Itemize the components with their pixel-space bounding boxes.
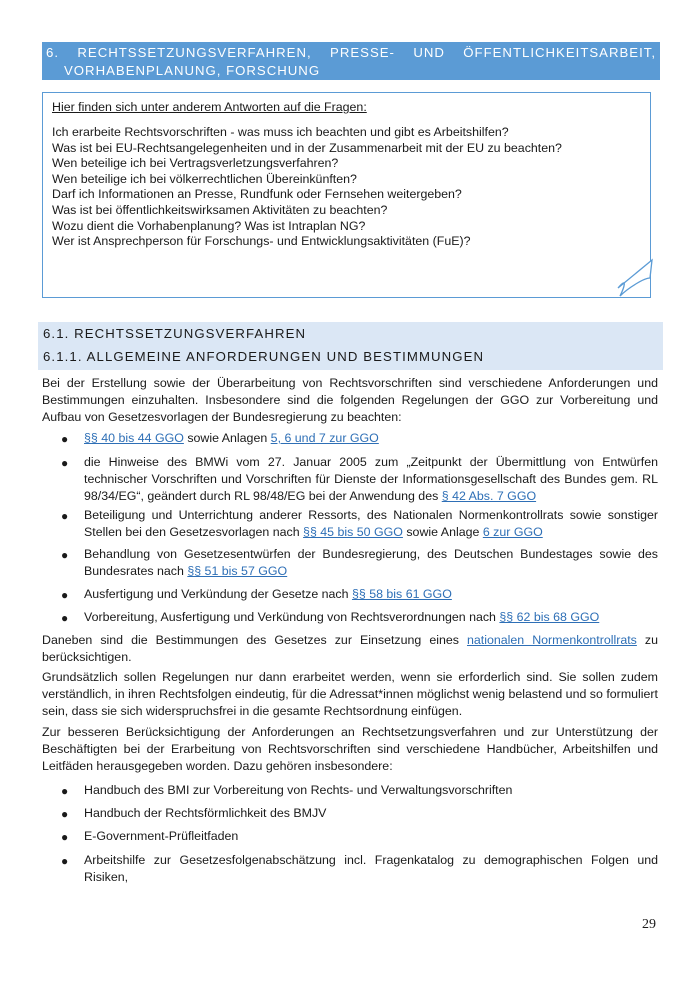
question-item: Wen beteilige ich bei Vertragsverletzungsverfahren?	[52, 156, 339, 171]
list-item: Arbeitshilfe zur Gesetzesfolgenabschätzung incl. Fragenkatalog zu demographischen Folgen und Risiken,	[84, 853, 658, 884]
list-item: Handbuch des BMI zur Vorbereitung von Rechts- und Verwaltungsvorschriften	[84, 783, 513, 797]
list-item: Vorbereitung, Ausfertigung und Verkündung von Rechtsverordnungen nach §§ 62 bis 68 GGO	[84, 610, 600, 624]
principles-paragraph: Grundsätzlich sollen Regelungen nur dann erarbeitet werden, wenn sie erforderlich sind. Sie sollen zudem verständlich, in ihren Rechtsfolgen eindeutig, für die Adressat*innen möglichst wenig belastend und so formuliert sein, dass sie sich widerspruchsfrei in die gesamte Rechtsordnung einfügen.	[42, 670, 658, 718]
question-item: Was ist bei EU-Rechtsangelegenheiten und in der Zusammenarbeit mit der EU zu beachten?	[52, 140, 562, 155]
chapter-header	[42, 42, 660, 80]
questions-box	[42, 92, 651, 298]
intro-paragraph: Bei der Erstellung sowie der Überarbeitung von Rechtsvorschriften sind verschiedene Anforderungen und Bestimmungen einzuhalten. Insbesondere sind die folgenden Regelungen der GGO zur Vorbereitung und Aufbau von Gesetzesvorlagen der Bundesregierung zu beachten:	[42, 376, 658, 424]
question-item: Ich erarbeite Rechtsvorschriften - was muss ich beachten und gibt es Arbeitshilfen?	[52, 125, 509, 139]
link-ggo-58-61[interactable]: §§ 58 bis 61 GGO	[351, 587, 452, 601]
nkr-paragraph: Daneben sind die Bestimmungen des Gesetzes zur Einsetzung eines nationalen Normenkontrollrats zu berücksichtigen.	[42, 633, 658, 664]
handbooks-paragraph: Zur besseren Berücksichtigung der Anforderungen an Rechtsetzungsverfahren und zur Unterstützung der Beschäftigten bei der Erarbeitung von Rechtsvorschriften sind verschiedene Handbücher, Arbeitshilfen und Leitfäden herausgegeben worden. Dazu gehören insbesondere:	[42, 725, 658, 773]
link-ggo-51-57[interactable]: §§ 51 bis 57 GGO	[187, 564, 288, 578]
questions-intro: Hier finden sich unter anderem Antworten auf die Fragen:	[52, 100, 367, 114]
questions-list	[52, 125, 562, 250]
bullet-icon: ●	[61, 854, 69, 868]
bullet-icon: ●	[61, 456, 69, 470]
page-curl-icon	[614, 258, 654, 298]
question-item: Wen beteilige ich bei völkerrechtlichen Übereinkünften?	[52, 171, 357, 186]
question-item: Wozu dient die Vorhabenplanung? Was ist Intraplan NG?	[52, 218, 366, 233]
link-normenkontrollrat[interactable]: nationalen Normenkontrollrats	[466, 633, 637, 647]
bullet-icon: ●	[61, 830, 69, 844]
list-item: E-Government-Prüfleitfaden	[84, 829, 239, 843]
page-number: 29	[642, 917, 656, 932]
link-ggo-40-44[interactable]: §§ 40 bis 44 GGO	[84, 431, 184, 445]
link-ggo-42[interactable]: § 42 Abs. 7 GGO	[441, 489, 537, 503]
list-item: §§ 40 bis 44 GGO sowie Anlagen 5, 6 und 7 zur GGO	[84, 431, 379, 445]
bullet-icon: ●	[61, 432, 69, 446]
bullet-icon: ●	[61, 548, 69, 562]
bullet-icon: ●	[61, 611, 69, 625]
list-item: Behandlung von Gesetzesentwürfen der Bundesregierung, des Deutschen Bundestages sowie des Bundesrates nach §§ 51 bis 57 GGO	[84, 547, 658, 578]
bullet-icon: ●	[61, 509, 69, 523]
link-ggo-62-68[interactable]: §§ 62 bis 68 GGO	[499, 610, 600, 624]
subsection-title: 6.1.1. ALLGEMEINE ANFORDERUNGEN UND BESTIMMUNGEN	[43, 349, 485, 364]
chapter-title-line1: 6. RECHTSSETZUNGSVERFAHREN, PRESSE- UND ÖFFENTLICHKEITSARBEIT,	[46, 45, 656, 60]
question-item: Darf ich Informationen an Presse, Rundfunk oder Fernsehen weitergeben?	[52, 187, 462, 202]
question-item: Was ist bei öffentlichkeitswirksamen Aktivitäten zu beachten?	[52, 202, 388, 217]
bullet-icon: ●	[61, 807, 69, 821]
list-item: Beteiligung und Unterrichtung anderer Ressorts, des Nationalen Normenkontrollrats sowie sonstiger Stellen bei den Gesetzesvorlagen nach §§ 45 bis 50 GGO sowie Anlage 6 zur GGO	[84, 508, 658, 539]
link-ggo-45-50[interactable]: §§ 45 bis 50 GGO	[303, 525, 403, 539]
list-item: Ausfertigung und Verkündung der Gesetze nach §§ 58 bis 61 GGO	[84, 587, 452, 601]
list-item: die Hinweise des BMWi vom 27. Januar 2005 zum „Zeitpunkt der Übermittlung von Entwürfen technischer Vorschriften und Vorschriften für Dienste der Informationsgesellschaft des Bundes gem. RL 98/34/EG“, geändert durch RL 98/48/EG bei der Anwendung des § 42 Abs. 7 GGO	[84, 455, 658, 503]
bullet-icon: ●	[61, 784, 69, 798]
link-anlagen-5-6-7[interactable]: 5, 6 und 7 zur GGO	[270, 431, 379, 445]
section-title: 6.1. RECHTSSETZUNGSVERFAHREN	[43, 326, 307, 341]
chapter-title-line2: VORHABENPLANUNG, FORSCHUNG	[64, 63, 321, 78]
bullet-icon: ●	[61, 588, 69, 602]
list-item: Handbuch der Rechtsförmlichkeit des BMJV	[84, 806, 327, 820]
link-anlage-6[interactable]: 6 zur GGO	[482, 525, 543, 539]
question-item: Wer ist Ansprechperson für Forschungs- und Entwicklungsaktivitäten (FuE)?	[52, 234, 471, 249]
